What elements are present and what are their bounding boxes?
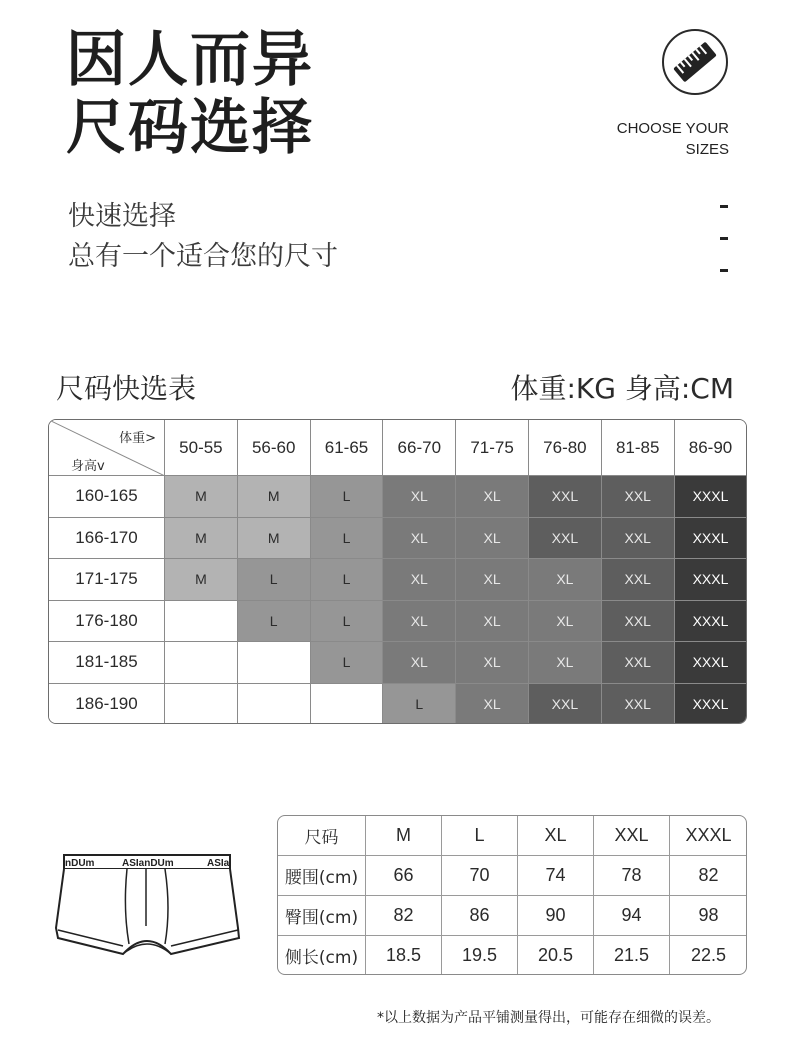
size-cell: XXL	[602, 642, 675, 684]
weight-range-header: 50-55	[165, 420, 238, 476]
size-cell	[311, 684, 384, 725]
size-cell: XL	[383, 601, 456, 643]
size-cell: XXXL	[675, 601, 747, 643]
size-cell: XXL	[602, 601, 675, 643]
size-column-header: XXL	[594, 816, 670, 856]
size-cell: XXL	[602, 476, 675, 518]
size-chart-title: 尺码快选表	[56, 372, 197, 405]
size-chart-units: 体重:KG 身高:CM	[510, 372, 734, 405]
size-cell: XL	[456, 476, 529, 518]
size-cell: M	[165, 518, 238, 560]
corner-header	[49, 420, 165, 476]
size-chart-table	[48, 419, 747, 724]
size-label-header: 尺码	[278, 816, 366, 856]
measurement-value: 66	[366, 856, 442, 896]
size-cell	[238, 642, 311, 684]
size-cell: XL	[456, 601, 529, 643]
weight-range-header: 61-65	[311, 420, 384, 476]
size-cell: L	[311, 559, 384, 601]
size-cell: L	[238, 601, 311, 643]
measurement-value: 18.5	[366, 936, 442, 975]
size-cell: XXL	[602, 518, 675, 560]
choose-line-2: SIZES	[685, 141, 729, 158]
size-cell	[165, 684, 238, 725]
size-cell: XL	[456, 559, 529, 601]
size-cell	[165, 642, 238, 684]
size-cell: XL	[456, 518, 529, 560]
measurement-value: 86	[442, 896, 518, 936]
size-cell: M	[238, 518, 311, 560]
title-line-1: 因人而异	[66, 25, 314, 95]
size-cell	[238, 684, 311, 725]
size-column-header: XL	[518, 816, 594, 856]
size-cell: XL	[529, 559, 602, 601]
measurement-value: 82	[670, 856, 747, 896]
intro-line-2: 总有一个适合您的尺寸	[68, 241, 338, 272]
size-column-header: L	[442, 816, 518, 856]
size-cell: XL	[383, 518, 456, 560]
measurement-label: 臀围(cm)	[278, 896, 366, 936]
height-range-header: 171-175	[49, 559, 165, 601]
size-cell: XXL	[529, 476, 602, 518]
size-cell: XXL	[529, 518, 602, 560]
weight-range-header: 76-80	[529, 420, 602, 476]
size-cell: XL	[529, 642, 602, 684]
ruler-icon	[664, 31, 726, 93]
waistband-text: nDUm	[65, 858, 95, 869]
measurement-value: 74	[518, 856, 594, 896]
size-cell: L	[311, 518, 384, 560]
size-cell: XXXL	[675, 684, 747, 725]
measurement-label: 侧长(cm)	[278, 936, 366, 975]
dash-mark	[720, 237, 728, 240]
size-cell: XXL	[602, 684, 675, 725]
measurement-value: 98	[670, 896, 747, 936]
size-cell: XXL	[602, 559, 675, 601]
size-cell: L	[238, 559, 311, 601]
weight-range-header: 81-85	[602, 420, 675, 476]
size-cell: XL	[456, 642, 529, 684]
measurement-value: 19.5	[442, 936, 518, 975]
dash-mark	[720, 205, 728, 208]
size-cell: L	[311, 476, 384, 518]
measurement-value: 82	[366, 896, 442, 936]
size-cell: L	[311, 642, 384, 684]
choose-your-sizes	[617, 118, 729, 160]
size-cell: XL	[383, 476, 456, 518]
measurement-table	[277, 815, 747, 975]
height-range-header: 176-180	[49, 601, 165, 643]
choose-line-1: CHOOSE YOUR	[616, 120, 729, 137]
weight-range-header: 56-60	[238, 420, 311, 476]
size-column-header: XXXL	[670, 816, 747, 856]
measurement-value: 78	[594, 856, 670, 896]
measurement-value: 94	[594, 896, 670, 936]
measurement-label: 腰围(cm)	[278, 856, 366, 896]
ruler-badge	[662, 29, 728, 95]
waistband-text: ASIa	[207, 858, 230, 869]
size-cell: XXXL	[675, 642, 747, 684]
size-cell: M	[165, 559, 238, 601]
footnote: *以上数据为产品平铺测量得出，可能存在细微的误差。	[377, 1010, 720, 1026]
height-axis-label: 身高v	[71, 459, 105, 474]
measurement-value: 90	[518, 896, 594, 936]
measurement-value: 70	[442, 856, 518, 896]
height-range-header: 186-190	[49, 684, 165, 725]
size-cell: XXXL	[675, 476, 747, 518]
measurement-value: 21.5	[594, 936, 670, 975]
size-cell: XXL	[529, 684, 602, 725]
size-cell: XL	[529, 601, 602, 643]
size-cell: L	[383, 684, 456, 725]
size-cell: XL	[456, 684, 529, 725]
intro-line-1: 快速选择	[68, 201, 176, 232]
size-column-header: M	[366, 816, 442, 856]
weight-range-header: 66-70	[383, 420, 456, 476]
dash-mark	[720, 269, 728, 272]
weight-axis-label: 体重>	[119, 431, 156, 446]
size-cell: XXXL	[675, 559, 747, 601]
height-range-header: 160-165	[49, 476, 165, 518]
weight-range-header: 86-90	[675, 420, 747, 476]
title-line-2: 尺码选择	[66, 93, 314, 163]
size-cell: XXXL	[675, 518, 747, 560]
size-cell: L	[311, 601, 384, 643]
measurement-value: 20.5	[518, 936, 594, 975]
height-range-header: 181-185	[49, 642, 165, 684]
height-range-header: 166-170	[49, 518, 165, 560]
boxer-briefs-illustration	[53, 854, 243, 958]
size-cell: M	[238, 476, 311, 518]
size-cell: XL	[383, 559, 456, 601]
measurement-value: 22.5	[670, 936, 747, 975]
weight-range-header: 71-75	[456, 420, 529, 476]
size-cell: M	[165, 476, 238, 518]
size-cell	[165, 601, 238, 643]
size-cell: XL	[383, 642, 456, 684]
waistband-text: ASIanDUm	[122, 858, 174, 869]
